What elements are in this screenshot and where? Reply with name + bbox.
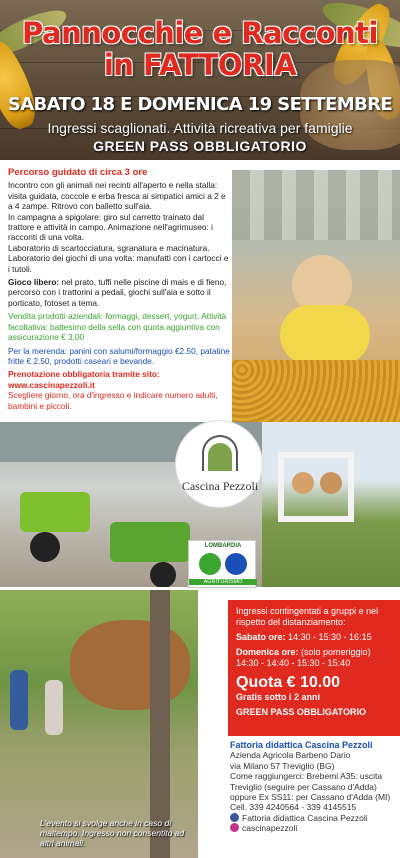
instagram-label: cascinapezzoli xyxy=(242,823,298,834)
photo-children-corn-pool xyxy=(232,170,400,422)
lombardia-logo-text: LOMBARDIA xyxy=(204,543,242,549)
green-pass-notice: GREEN PASS OBBLIGATORIO xyxy=(236,707,367,717)
saturday-label: Sabato ore: xyxy=(236,632,286,642)
guided-tour-text-2: In campagna a spigolare: giro sul carretto trainato dal trattore e attività in campo. Animazione nell'agrimuseo: i racconti di una volta. xyxy=(8,211,213,243)
guided-tour-text-3: Laboratorio di scartocciatura, sgranatura e macinatura. Laboratorio dei giochi di una volta: manufatti con i cartocci e i tutoli. xyxy=(8,242,229,274)
title-line-1: Pannocchie e Racconti xyxy=(22,16,378,50)
booking-text: Scegliere giorno, ora d'ingresso e indicare numero adulti, bambini e piccoli. xyxy=(8,390,218,411)
program-description xyxy=(8,168,230,414)
saturday-schedule xyxy=(236,632,392,643)
event-subtitle: Ingressi scaglionati. Attività ricreativa per famiglie xyxy=(47,120,353,136)
address: via Milano 57 Treviglio (BG) xyxy=(230,760,335,771)
saturday-times: 14:30 - 15:30 - 16:15 xyxy=(285,632,372,642)
free-play-paragraph xyxy=(8,277,230,308)
cascina-logo-text: Cascina Pezzoli xyxy=(181,479,259,493)
sunday-note: (solo pomeriggio) xyxy=(298,647,371,657)
facebook-icon xyxy=(230,813,239,822)
booking-title: Prenotazione obbligatoria tramite sito: xyxy=(8,369,160,380)
pricing-intro: Ingressi contingentati a gruppi e nel rispetto del distanziamento: xyxy=(236,606,379,627)
guided-tour-text-1: Incontro con gli animali nei recinti all'aperto e nella stalla: visita guidata, coccole e erba fresca ai simpatici amici a 2 e a 4 zampe. Ritrovo con balletto sull'aia. xyxy=(8,180,226,212)
directions-1: Come raggiungerci: Brebemi A35: uscita Treviglio (seguire per Cassano d'Adda) xyxy=(230,771,383,792)
instagram-link[interactable] xyxy=(230,823,400,833)
company-name: Azienda Agricola Barbeno Dario xyxy=(230,750,351,761)
contact-title: Fattoria didattica Cascina Pezzoli xyxy=(230,740,373,750)
sunday-schedule xyxy=(236,647,392,658)
phones: Cell. 339 4240564 - 339 4145515 xyxy=(230,802,357,813)
snack-text: Per la merenda: panini con salumi/formaggio €2.50, patatine fritte € 2.50, prodotti caseari e bevande. xyxy=(8,345,230,366)
green-pass-header: GREEN PASS OBBLIGATORIO xyxy=(93,138,307,154)
lombardia-agriturismo-logo xyxy=(188,540,256,588)
free-play-text: nel prato, tuffi nelle piscine di mais e di fieno, percorso con i trattorini a pedali, giochi sull'aia e sotto il porticato, fotoset a tema. xyxy=(8,277,227,308)
weather-footnote: L'evento si svolge anche in caso di maltempo. Ingresso non consentito ad altri animali. xyxy=(40,818,185,848)
instagram-icon xyxy=(230,823,239,832)
free-under-note: Gratis sotto i 2 anni xyxy=(236,692,321,702)
booking-site-link[interactable]: www.cascinapezzoli.it xyxy=(8,379,95,390)
facebook-label: Fattoria didattica Cascina Pezzoli xyxy=(242,812,368,823)
sunday-times: 14:30 - 14:40 - 15:30 - 15:40 xyxy=(236,658,351,668)
sale-text: Vendita prodotti aziendali: formaggi, dessert, yogurt. Attività facoltativa: battesimo della sella con quota aggiuntiva con assicurazione € 3,00 xyxy=(8,311,227,343)
photo-children-photo-frame xyxy=(262,422,400,587)
event-dates: SABATO 18 E DOMENICA 19 SETTEMBRE xyxy=(7,94,393,115)
contact-info xyxy=(228,740,400,834)
pricing-box xyxy=(228,600,400,736)
price: Quota € 10.00 xyxy=(236,674,341,691)
sunday-label: Domenica ore: xyxy=(236,647,299,657)
cascina-pezzoli-logo xyxy=(175,420,263,508)
guided-tour-title: Percorso guidato di circa 3 ore xyxy=(8,167,148,178)
directions-2: oppure Ex SS11: per Cassano d'Adda (MI) xyxy=(230,792,391,803)
free-play-title: Gioco libero: xyxy=(8,277,60,288)
title-line-2: in FATTORIA xyxy=(103,48,297,82)
facebook-link[interactable] xyxy=(230,813,400,823)
agriturismo-logo-text: AGRITURISMO xyxy=(189,579,257,585)
